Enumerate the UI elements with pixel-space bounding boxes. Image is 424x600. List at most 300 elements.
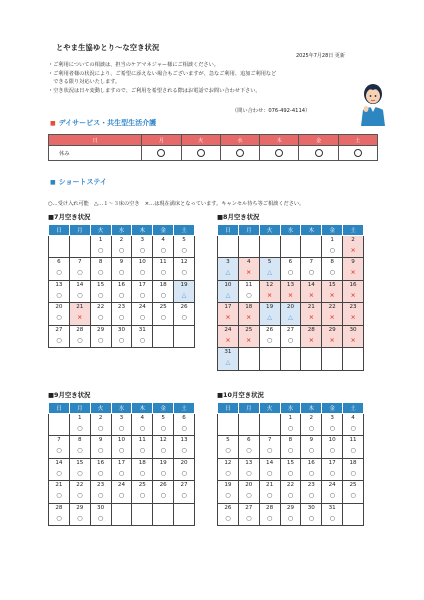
availability-mark: ○ [118,424,125,432]
day-number: 27 [245,504,253,511]
weekday-header: 火 [259,403,280,414]
day-number: 1 [288,414,293,421]
availability-mark: ○ [77,336,83,344]
day-number: 14 [266,459,274,466]
calendar-day-cell [343,413,364,436]
day-number: 17 [224,304,232,310]
day-number: 3 [119,414,124,421]
availability-mark: ○ [97,514,104,522]
day-number: 4 [140,414,145,421]
calendar-day-cell [280,413,301,436]
availability-mark: ○ [77,469,83,477]
calendar-day-cell [238,325,259,348]
weekday-header: 土 [343,403,364,414]
availability-mark: ○ [97,492,104,499]
day-number: 12 [266,281,274,288]
calendar-day-cell [49,481,70,504]
available-icon [157,149,165,157]
calendar-day-cell [322,503,343,526]
day-number: 30 [307,504,315,511]
calendar-day-cell [301,413,322,436]
calendar-day-cell [49,413,70,436]
day-number: 7 [267,437,272,443]
calendar-day-cell [238,235,259,258]
calendar-day-cell [343,235,364,258]
weekday-header: 日 [218,403,239,414]
calendar-day-cell [301,303,322,326]
day-number: 2 [119,236,124,243]
availability-mark: △ [225,291,231,299]
day-number: 29 [286,504,295,511]
availability-mark: × [329,336,335,344]
calendar-day-cell [218,413,239,436]
note-line: ・ご利用についての相談は、担当のケアマネジャー様にご相談ください。 [48,62,219,68]
availability-mark: ○ [181,492,187,499]
calendar-day-cell [111,325,132,348]
note-line: できる限り対応いたします。 [48,79,121,86]
day-number: 21 [266,482,274,488]
availability-mark: × [329,291,335,299]
day-number: 6 [57,259,61,265]
calendar-day-cell [301,325,322,348]
calendar-day-cell [322,325,343,348]
day-number: 29 [76,504,84,511]
day-number: 4 [351,414,355,421]
day-service-cell [220,146,259,161]
availability-mark: × [77,314,83,321]
availability-mark: ○ [266,514,273,522]
availability-mark: ○ [160,314,166,321]
availability-mark: × [350,291,356,299]
calendar-day-cell [132,258,153,281]
day-service-cell [299,146,338,161]
availability-mark: ○ [225,447,231,454]
calendar-day-cell [132,280,153,303]
availability-mark: ○ [350,447,356,454]
availability-mark: ○ [225,469,231,477]
day-service-heading: ■ デイサービス・共生型生活介護 [50,119,157,127]
calendar-day-cell [174,235,195,258]
calendar-day-cell [90,258,111,281]
day-service-table [48,134,378,161]
day-number: 25 [245,326,253,333]
available-icon [236,149,244,157]
calendar-day-cell [259,348,280,371]
day-number: 8 [288,437,293,443]
day-number: 31 [224,349,232,355]
weekday-header: 木 [301,225,322,236]
availability-mark: ○ [329,269,335,276]
day-number: 14 [55,459,63,466]
availability-mark: △ [267,314,272,321]
availability-mark: ○ [329,514,335,522]
availability-mark: ○ [329,469,335,477]
day-number: 15 [76,459,84,466]
calendar-day-cell [280,235,301,258]
day-number: 23 [307,482,315,488]
weekday-header: 水 [111,403,132,414]
calendar-day-cell [69,413,90,436]
calendar-day-cell [111,303,132,326]
day-service-cell [338,146,377,161]
calendar-day-cell [111,481,132,504]
weekday-header: 金 [153,403,174,414]
availability-mark: ○ [287,424,294,432]
month-calendar [217,402,364,526]
calendar-day-cell [259,503,280,526]
availability-mark: ○ [118,246,125,254]
calendar-day-cell [218,458,239,481]
availability-mark: ○ [225,492,231,499]
day-number: 7 [57,437,61,443]
day-number: 7 [77,259,82,265]
calendar-day-cell [174,303,195,326]
day-number: 30 [97,504,105,511]
calendar-day-cell [259,481,280,504]
day-number: 19 [266,304,274,310]
availability-mark: ○ [266,469,273,477]
availability-mark: ○ [308,269,314,276]
availability-mark: × [329,314,335,321]
availability-mark: ○ [77,514,83,522]
day-number: 20 [180,459,188,466]
calendar-day-cell [90,413,111,436]
calendar-day-cell [174,458,195,481]
weekday-header: 月 [69,225,90,236]
availability-mark: ○ [287,469,294,477]
calendar-day-cell [153,325,174,348]
weekday-header: 月 [238,225,259,236]
weekday-header: 土 [174,225,195,236]
availability-mark: ○ [308,424,314,432]
availability-mark: × [350,336,356,344]
calendar-day-cell [343,348,364,371]
day-header: 月 [142,135,181,146]
availability-mark: ○ [139,246,145,254]
calendar-day-cell [90,325,111,348]
availability-mark: ○ [56,336,62,344]
calendar-day-cell [153,413,174,436]
day-number: 13 [55,281,63,288]
availability-mark: ○ [118,469,125,477]
weekday-header: 月 [69,403,90,414]
day-number: 21 [76,304,84,310]
calendar-day-cell [259,235,280,258]
availability-mark: ○ [181,246,187,254]
availability-mark: ○ [97,424,104,432]
availability-mark: ○ [139,492,145,499]
availability-mark: × [287,291,294,299]
day-number: 10 [138,259,146,265]
day-number: 29 [328,326,336,333]
calendar-day-cell [69,235,90,258]
calendar-day-cell [218,325,239,348]
calendar-day-cell [301,258,322,281]
calendar-day-cell [174,436,195,459]
calendar-day-cell [69,458,90,481]
calendar-day-cell [218,503,239,526]
availability-mark: ○ [287,269,294,276]
calendar-day-cell [90,436,111,459]
day-number: 6 [246,437,251,443]
availability-mark: ○ [329,492,335,499]
availability-mark: ○ [181,447,187,454]
availability-mark: × [350,269,356,276]
calendar-day-cell [322,235,343,258]
calendar-day-cell [343,481,364,504]
calendar-day-cell [69,436,90,459]
day-number: 2 [309,414,314,421]
calendar-day-cell [153,436,174,459]
availability-mark: ○ [246,447,252,454]
day-header: 水 [220,135,259,146]
calendar-day-cell [218,235,239,258]
calendar-day-cell [322,436,343,459]
day-number: 4 [246,259,251,265]
day-number: 22 [76,482,84,488]
availability-mark: ○ [181,469,187,477]
calendar-day-cell [49,303,70,326]
availability-mark: ○ [308,492,314,499]
availability-mark: ○ [77,424,83,432]
calendar-day-cell [132,413,153,436]
weekday-header: 日 [218,225,239,236]
contact-phone: （問い合わせ：076-492-4114） [232,108,311,114]
day-number: 3 [226,259,230,265]
day-number: 29 [97,326,105,333]
day-number: 17 [138,281,146,288]
calendar-day-cell [90,235,111,258]
calendar-day-cell [69,481,90,504]
availability-mark: ○ [97,336,104,344]
calendar-day-cell [280,325,301,348]
available-icon [315,149,323,157]
calendar-day-cell [343,325,364,348]
calendar-day-cell [90,481,111,504]
page-title: とやま生協ゆとり～な空き状況 [56,43,160,52]
day-service-cell [142,146,181,161]
day-number: 11 [245,281,253,288]
day-number: 22 [97,304,105,310]
weekday-header: 水 [111,225,132,236]
availability-mark: × [225,314,231,321]
day-number: 17 [328,459,336,466]
day-number: 31 [138,326,146,333]
day-number: 12 [224,459,232,466]
day-number: 10 [224,281,232,288]
calendar-day-cell [111,258,132,281]
day-number: 28 [266,504,274,511]
day-number: 13 [180,437,188,443]
day-number: 18 [159,281,167,288]
availability-mark: ○ [97,447,104,454]
calendar-day-cell [90,280,111,303]
calendar-day-cell [280,481,301,504]
day-number: 21 [307,304,315,310]
day-number: 19 [159,459,167,466]
day-number: 18 [349,459,357,466]
weekday-header: 日 [49,403,70,414]
availability-mark: ○ [181,314,187,321]
calendar-day-cell [218,348,239,371]
day-number: 24 [117,482,126,488]
day-number: 19 [224,482,232,488]
calendar-day-cell [49,503,70,526]
day-number: 8 [77,437,82,443]
notes [48,61,276,95]
available-icon [275,149,283,157]
day-header: 火 [181,135,220,146]
calendar-day-cell [343,503,364,526]
availability-mark: ○ [246,514,252,522]
calendar-day-cell [132,481,153,504]
updated-date: 2025年7月28日 更新 [296,53,345,59]
calendar-day-cell [132,235,153,258]
day-number: 1 [98,236,103,243]
calendar-day-cell [174,280,195,303]
availability-mark: ○ [246,291,252,299]
availability-mark: ○ [56,447,62,454]
availability-mark: × [246,269,252,276]
calendar-day-cell [111,413,132,436]
calendar-day-cell [90,458,111,481]
month-title: ■9月空き状況 [48,391,91,399]
day-number: 23 [117,304,126,310]
calendar-day-cell [238,280,259,303]
day-number: 26 [180,304,188,310]
day-number: 9 [309,437,314,443]
day-number: 10 [117,437,126,443]
calendar-day-cell [218,436,239,459]
availability-mark: ○ [56,314,62,321]
calendar-day-cell [69,325,90,348]
day-number: 5 [161,414,165,421]
calendar-day-cell [280,348,301,371]
day-number: 28 [55,504,63,511]
availability-mark: ○ [118,447,125,454]
availability-mark: ○ [246,469,252,477]
availability-mark: ○ [77,291,83,299]
calendar-day-cell [132,503,153,526]
calendar-day-cell [280,280,301,303]
calendar-day-cell [343,458,364,481]
calendar-day-cell [111,235,132,258]
availability-mark: ○ [97,469,104,477]
calendar-day-cell [153,235,174,258]
availability-mark: ○ [139,314,145,321]
calendar-day-cell [301,235,322,258]
calendar-day-cell [280,436,301,459]
calendar-day-cell [238,503,259,526]
weekday-header: 月 [238,403,259,414]
month-calendar [48,224,195,348]
availability-mark: ○ [56,291,62,299]
day-number: 3 [140,236,145,243]
availability-mark: ○ [56,269,62,276]
calendar-day-cell [322,458,343,481]
availability-mark: ○ [139,424,145,432]
day-number: 31 [328,504,336,511]
calendar-day-cell [153,280,174,303]
day-number: 20 [55,304,63,310]
day-number: 30 [117,326,126,333]
availability-mark: ○ [350,492,356,499]
available-icon [354,149,362,157]
calendar-day-cell [238,303,259,326]
month-calendar [217,224,364,371]
day-number: 23 [349,304,357,310]
day-number: 16 [307,459,315,466]
availability-mark: ○ [97,314,104,321]
calendar-day-cell [69,503,90,526]
availability-mark: △ [225,359,231,366]
weekday-header: 土 [174,403,195,414]
bullet-icon: ■ [50,179,56,186]
calendar-day-cell [322,303,343,326]
day-number: 6 [288,259,293,265]
calendar-day-cell [280,458,301,481]
available-icon [197,149,205,157]
availability-mark: △ [288,314,293,321]
calendar-day-cell [49,325,70,348]
calendar-day-cell [132,325,153,348]
day-number: 16 [349,281,357,288]
calendar-day-cell [322,348,343,371]
day-number: 1 [330,236,334,243]
month-calendar [48,402,195,526]
calendar-day-cell [174,413,195,436]
day-number: 5 [226,437,230,443]
day-number: 26 [224,504,232,511]
availability-mark: ○ [160,469,166,477]
day-number: 30 [349,326,357,333]
availability-mark: ○ [181,424,187,432]
availability-mark: ○ [56,492,62,499]
calendar-day-cell [322,258,343,281]
day-number: 27 [55,326,63,333]
day-number: 6 [182,414,186,421]
calendar-day-cell [174,258,195,281]
availability-mark: ○ [139,291,145,299]
day-header: 土 [338,135,377,146]
availability-mark: × [350,246,356,254]
availability-mark: ○ [118,492,125,499]
availability-mark: ○ [266,492,273,499]
availability-mark: ○ [287,336,294,344]
day-number: 4 [161,236,165,243]
calendar-day-cell [238,458,259,481]
day-number: 2 [98,414,103,421]
day-header: 金 [299,135,338,146]
availability-mark: ○ [139,469,145,477]
short-stay-heading: ■ ショートステイ [50,178,107,186]
calendar-day-cell [218,280,239,303]
day-number: 28 [76,326,84,333]
day-header: 木 [260,135,299,146]
day-number: 25 [349,482,357,488]
availability-mark: ○ [160,246,166,254]
calendar-day-cell [301,503,322,526]
availability-mark: ○ [97,269,104,276]
day-number: 21 [55,482,63,488]
calendar-day-cell [259,325,280,348]
month-title: ■7月空き状況 [48,213,91,221]
availability-mark: ○ [160,269,166,276]
calendar-day-cell [111,503,132,526]
weekday-header: 火 [259,225,280,236]
calendar-day-cell [218,258,239,281]
availability-mark: × [350,314,356,321]
